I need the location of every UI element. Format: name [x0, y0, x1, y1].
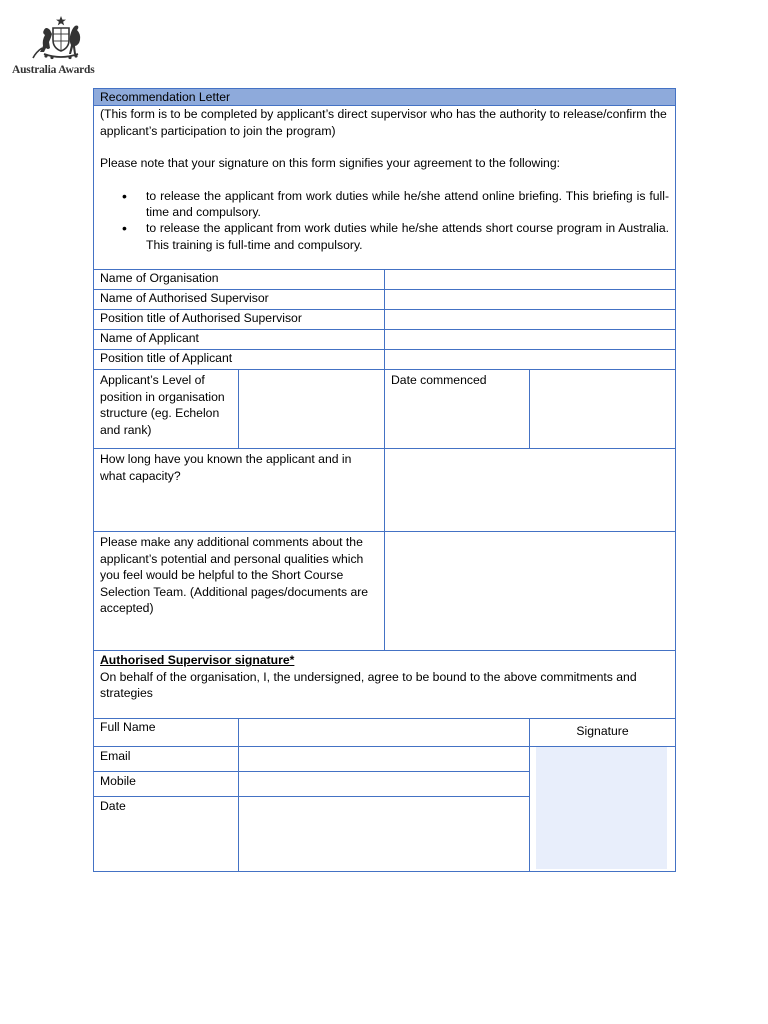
applicant-level-input[interactable]	[239, 370, 385, 449]
date-label: Date	[94, 797, 239, 872]
agreement-list	[100, 188, 669, 254]
recommendation-form	[93, 88, 676, 872]
supervisor-position-label: Position title of Authorised Supervisor	[94, 310, 385, 330]
applicant-name-row	[94, 330, 676, 350]
applicant-name-label: Name of Applicant	[94, 330, 385, 350]
supervisor-name-input[interactable]	[385, 290, 676, 310]
form-header-row	[94, 89, 676, 106]
supervisor-position-row	[94, 310, 676, 330]
supervisor-name-label: Name of Authorised Supervisor	[94, 290, 385, 310]
known-duration-row	[94, 449, 676, 532]
authorisation-section	[94, 651, 676, 719]
full-name-row	[94, 719, 676, 747]
organisation-label: Name of Organisation	[94, 270, 385, 290]
organisation-input[interactable]	[385, 270, 676, 290]
known-duration-label: How long have you known the applicant and in what capacity?	[94, 449, 385, 532]
applicant-name-input[interactable]	[385, 330, 676, 350]
intro-agreement: Please note that your signature on this form signifies your agreement to the following:	[100, 156, 560, 171]
full-name-input[interactable]	[239, 719, 530, 747]
coat-of-arms-icon	[32, 14, 90, 62]
additional-comments-input[interactable]	[385, 532, 676, 651]
signature-cell	[530, 747, 676, 872]
additional-comments-label: Please make any additional comments about the applicant’s potential and personal qualities which you feel would be helpful to the Short Course Selection Team. (Additional pages/documents are accepted)	[94, 532, 385, 651]
form-title: Recommendation Letter	[94, 89, 676, 106]
authorisation-statement: On behalf of the organisation, I, the undersigned, agree to be bound to the above commitments and strategies	[100, 669, 637, 701]
organisation-row	[94, 270, 676, 290]
date-commenced-input[interactable]	[530, 370, 676, 449]
email-row	[94, 747, 676, 772]
email-input[interactable]	[239, 747, 530, 772]
intro-section	[94, 106, 676, 270]
applicant-position-row	[94, 350, 676, 370]
additional-comments-row	[94, 532, 676, 651]
known-duration-input[interactable]	[385, 449, 676, 532]
applicant-position-label: Position title of Applicant	[94, 350, 385, 370]
date-commenced-label: Date commenced	[385, 370, 530, 449]
intro-instruction: (This form is to be completed by applicant’s direct supervisor who has the authority to release/confirm the applicant’s participation to join the program)	[100, 107, 667, 138]
authorisation-title: Authorised Supervisor signature*	[100, 653, 295, 668]
signature-label: Signature	[530, 719, 676, 747]
mobile-label: Mobile	[94, 772, 239, 797]
agreement-item-short-course: • to release the applicant from work duties while he/she attends short course program in Australia. This training is full-time and compulsory.	[146, 220, 669, 253]
full-name-label: Full Name	[94, 719, 239, 747]
applicant-level-row	[94, 370, 676, 449]
supervisor-position-input[interactable]	[385, 310, 676, 330]
applicant-position-input[interactable]	[385, 350, 676, 370]
australia-awards-logo	[12, 14, 104, 80]
applicant-level-label: Applicant’s Level of position in organisation structure (eg. Echelon and rank)	[94, 370, 239, 449]
agreement-item-briefing: • to release the applicant from work duties while he/she attend online briefing. This briefing is full-time and compulsory.	[146, 188, 669, 221]
authorisation-row	[94, 651, 676, 719]
signature-box[interactable]	[536, 747, 667, 869]
supervisor-name-row	[94, 290, 676, 310]
intro-row	[94, 106, 676, 270]
email-label: Email	[94, 747, 239, 772]
mobile-input[interactable]	[239, 772, 530, 797]
logo-wordmark: Australia Awards	[12, 64, 95, 76]
date-input[interactable]	[239, 797, 530, 872]
